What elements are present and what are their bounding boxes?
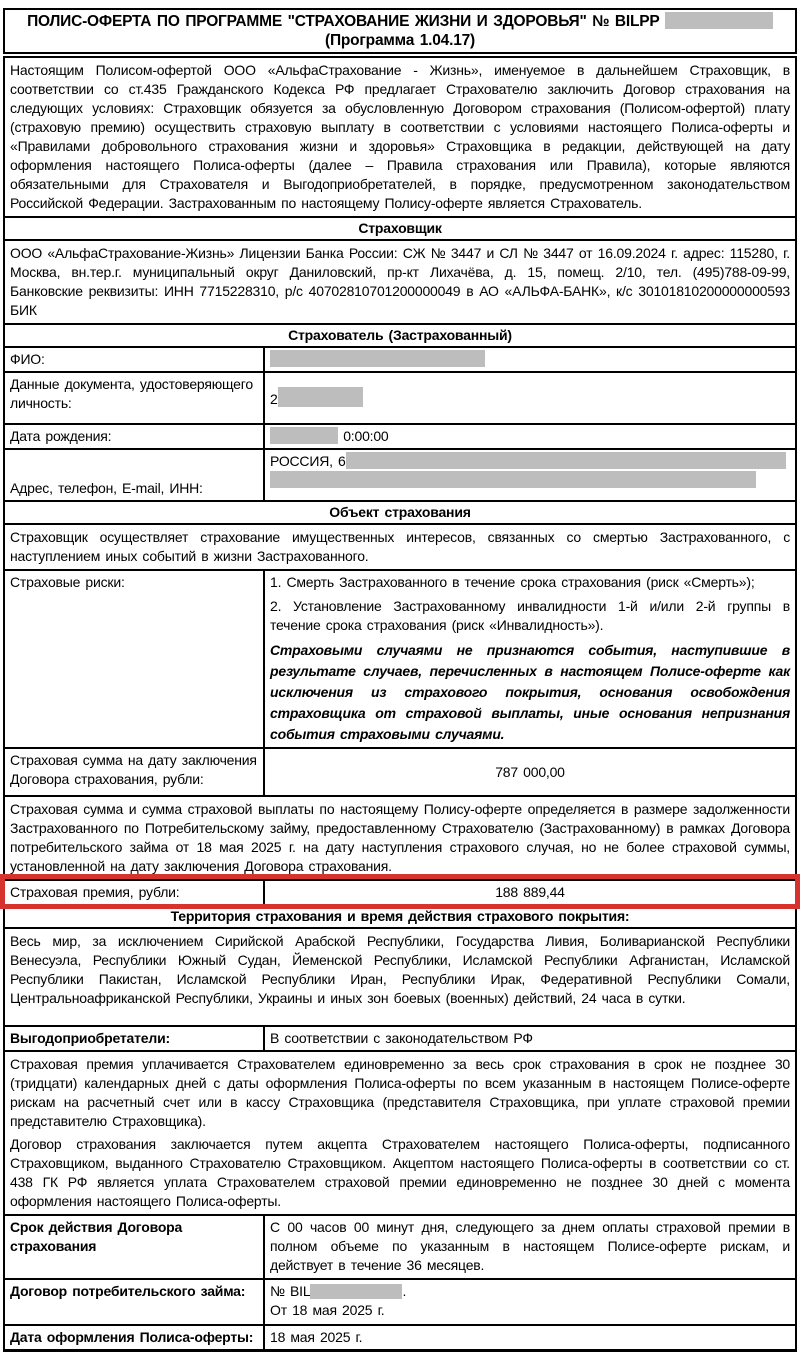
redaction-box	[270, 471, 756, 488]
loan-number-line	[270, 1282, 790, 1301]
contract-term-label: Срок действия Договора страхования	[5, 1216, 265, 1278]
row-insurance-sum	[5, 747, 795, 795]
redaction-box	[270, 427, 338, 444]
risk-item-2: 2. Установление Застрахованному инвалидности 1-й и/или 2-й группы в течение срока страхования (риск «Инвалидность»).	[270, 598, 790, 633]
redaction-box	[346, 452, 786, 469]
row-risks	[5, 569, 795, 747]
identity-document-visible-text: 2	[270, 391, 278, 407]
section-header-object: Объект страхования	[5, 500, 795, 523]
row-birth-date	[5, 423, 795, 448]
loan-number-prefix: № BIL	[270, 1283, 311, 1299]
address-line2	[270, 471, 790, 490]
insurance-premium-label: Страховая премия, рубли:	[5, 881, 265, 904]
insurance-sum-note: Страховая сумма и сумма страховой выплаты по настоящему Полису-оферте определяется в размере задолженности Застрахованного по Потребительскому займу, предоставленному Страхователю (Застрахованному) в рамках Договора потребительского займа от 18 мая 2025 г. на дату наступления страхового случая, но не более страховой суммы, установленной на дату заключения Договора страхования.	[5, 795, 795, 879]
risks-exclusion-note: Страховыми случаями не признаются события, наступившие в результате случаев, перечисленных в настоящем Полисе-оферте как исключения из страхового покрытия, основания освобождения страховщика от страховой выплаты, иные основания непризнания события страховыми случаями.	[270, 642, 790, 742]
beneficiaries-label: Выгодоприобретатели:	[5, 1027, 265, 1050]
row-identity-document	[5, 371, 795, 423]
intro-paragraph: Настоящим Полисом-офертой ООО «АльфаСтрахование - Жизнь», именуемое в дальнейшем Страховщик, в соответствии со ст.435 Гражданского Кодекса РФ предлагает Страхователю заключить Договор страхования на следующих условиях: Страховщик обязуется за обусловленную Договором страхования (Полисом-офертой) плату (страховую премию) осуществить страховую выплату в соответствии с условиями настоящего Полиса-оферты и «Правилами добровольного страхования жизни и здоровья» Страховщика в редакции, действующей на дату оформления настоящего Полиса-оферты (далее – Правила страхования или Правила), которые являются обязательными для Страхователя и Выгодоприобретателей, в порядке, предусмотренном законодательством Российской Федерации. Застрахованным по настоящему Полису-оферте является Страхователь.	[10, 62, 790, 211]
row-issue-date	[5, 1324, 795, 1349]
row-insurance-premium-highlighted	[5, 879, 795, 904]
address-visible-text: РОССИЯ, 6	[270, 453, 346, 469]
row-fio	[5, 346, 795, 371]
document-title-block	[3, 8, 797, 54]
birth-date-label: Дата рождения:	[5, 425, 265, 448]
section-header-territory: Территория страхования и время действия страхового покрытия:	[5, 904, 795, 927]
document-title-line2: (Программа 1.04.17)	[324, 32, 475, 49]
policy-table	[3, 56, 797, 1352]
beneficiaries-value: В соответствии с законодательством РФ	[270, 1030, 533, 1046]
risks-label: Страховые риски:	[5, 571, 265, 747]
redaction-box	[310, 1284, 402, 1299]
section-header-insured: Страхователь (Застрахованный)	[5, 323, 795, 346]
redaction-box	[270, 350, 485, 367]
section-header-insurer: Страховщик	[5, 216, 795, 239]
birth-date-value	[265, 425, 795, 448]
loan-contract-label: Договор потребительского займа:	[5, 1280, 265, 1324]
address-line1	[270, 452, 790, 471]
birth-time-text: 0:00:00	[343, 428, 389, 444]
insurance-premium-value: 188 889,44	[495, 884, 565, 900]
loan-number-suffix: .	[402, 1283, 407, 1299]
fio-value	[265, 348, 795, 371]
object-description: Страховщик осуществляет страхование имущественных интересов, связанных со смертью Застрахованного, с наступлением иных событий в жизни Застрахованного.	[5, 523, 795, 569]
address-value	[265, 450, 795, 500]
payment-paragraph-1: Страховая премия уплачивается Страхователем единовременно за весь срок страхования в срок не позднее 30 (тридцати) календарных дней с даты оформления Полиса-оферты по всем указанным в настоящем Полисе-оферте рискам на расчетный счет или в кассу Страховщика (представителя Страховщика, при уплате страховой премии представителю Страховщика).	[10, 1056, 790, 1129]
insurance-sum-value: 787 000,00	[495, 763, 565, 780]
row-beneficiaries	[5, 1025, 795, 1050]
identity-document-label: Данные документа, удостоверяющего личность:	[5, 373, 265, 423]
contract-term-value: С 00 часов 00 минут дня, следующего за днем оплаты страховой премии в полном объеме по указанным в настоящем Полисе-оферте рискам, и действует в течение 36 месяцев.	[270, 1219, 790, 1273]
payment-terms	[5, 1050, 795, 1214]
issue-date-value: 18 мая 2025 г.	[270, 1329, 363, 1345]
fio-label: ФИО:	[5, 348, 265, 371]
redaction-box	[665, 12, 773, 29]
loan-date-line: От 18 мая 2025 г.	[270, 1302, 385, 1318]
loan-contract-value	[265, 1280, 795, 1324]
payment-paragraph-2: Договор страхования заключается путем акцепта Страхователем настоящего Полиса-оферты, подписанного Страховщиком, выданного Страхователю Страховщиком. Акцептом настоящего Полиса-оферты в соответствии со ст. 438 ГК РФ является уплата Страхователем страховой премии единовременно не позднее 30 дней с момента оформления настоящего Полиса-оферты.	[10, 1136, 790, 1209]
territory-description: Весь мир, за исключением Сирийской Арабской Республики, Государства Ливия, Боливарианской Республики Венесуэла, Республики Южный Судан, Йеменской Республики, Исламской Республики Афганистан, Исламской Республики Пакистан, Исламской Республики Иран, Республики Ирак, Федеративной Республики Сомали, Центральноафриканской Республики, Украины и иных зон боевых (военных) действий, 24 часа в сутки.	[5, 927, 795, 1025]
address-label: Адрес, телефон, E-mail, ИНН:	[5, 450, 265, 500]
identity-document-value	[265, 373, 795, 423]
row-loan-contract	[5, 1278, 795, 1324]
risks-value	[265, 571, 795, 747]
insurance-sum-label: Страховая сумма на дату заключения Договора страхования, рубли:	[5, 749, 265, 795]
row-contract-term	[5, 1214, 795, 1278]
issue-date-label: Дата оформления Полиса-оферты:	[5, 1326, 265, 1349]
redaction-box	[278, 387, 363, 407]
insurer-details: ООО «АльфаСтрахование-Жизнь» Лицензии Банка России: СЖ № 3447 и СЛ № 3447 от 16.09.2024 г. адрес: 115280, г. Москва, вн.тер.г. муниципальный округ Даниловский, пр-кт Лихачёва, д. 15, помещ. 2/10, тел. (495)788-09-99, Банковские реквизиты: ИНН 7715228310, р/с 40702810701200000049 в АО «АЛЬФА-БАНК», к/с 30101810200000000593 БИК	[5, 239, 795, 323]
row-address	[5, 448, 795, 500]
document-title-text: ПОЛИС-ОФЕРТА ПО ПРОГРАММЕ "СТРАХОВАНИЕ ЖИЗНИ И ЗДОРОВЬЯ" № BILPP	[27, 13, 660, 30]
document-title-line1	[11, 12, 789, 31]
risk-item-1: 1. Смерть Застрахованного в течение срока страхования (риск «Смерть»);	[270, 574, 755, 590]
